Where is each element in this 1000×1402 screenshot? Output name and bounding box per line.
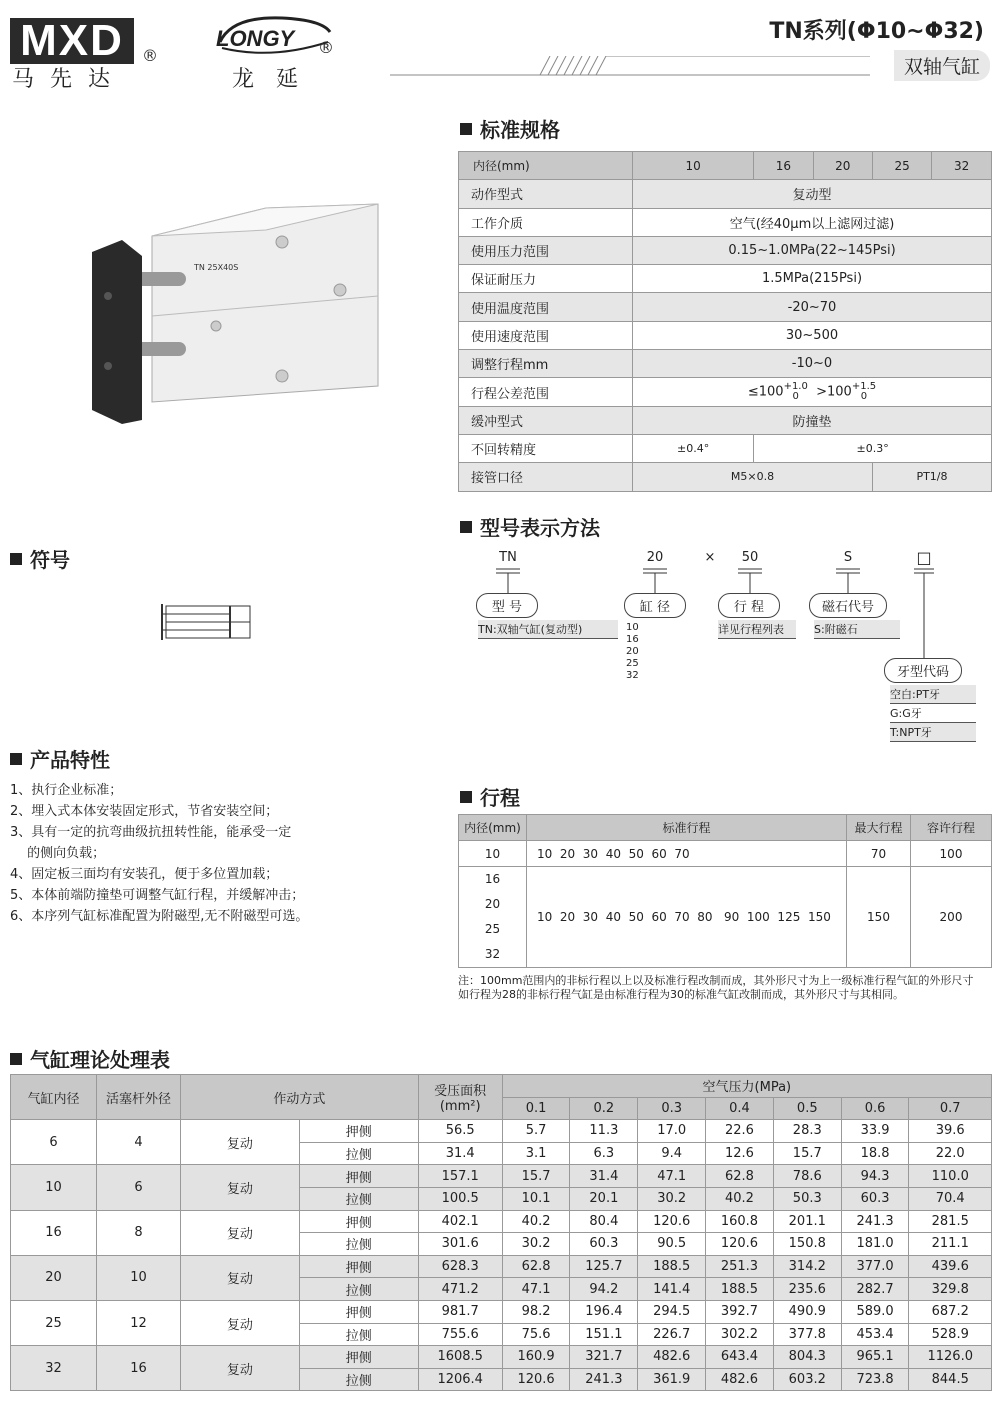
- theory-row: 32 16 复动 押侧 1608.5 160.9 321.7 482.6 643.4 804.3 965.1 1126.0: [11, 1346, 992, 1369]
- theory-cell: 211.1: [909, 1233, 992, 1256]
- spec-bore: 10: [633, 152, 754, 180]
- theory-row: 20 10 复动 押侧 628.3 62.8 125.7 188.5 251.3 314.2 377.0 439.6: [11, 1255, 992, 1278]
- theory-cell: 251.3: [706, 1255, 774, 1278]
- theory-row: 拉侧 31.4 3.1 6.3 9.4 12.6 15.7 18.8 22.0: [11, 1142, 992, 1165]
- pressure-header: 0.4: [706, 1097, 774, 1120]
- theory-cell: 302.2: [706, 1323, 774, 1346]
- theory-cell: 9.4: [638, 1142, 706, 1165]
- model-code-times: ×: [704, 550, 716, 565]
- theory-row: 拉侧 301.6 30.2 60.3 90.5 120.6 150.8 181.0 211.1: [11, 1233, 992, 1256]
- theory-cell: 40.2: [502, 1210, 570, 1233]
- theory-row: 拉侧 100.5 10.1 20.1 30.2 40.2 50.3 60.3 70.4: [11, 1187, 992, 1210]
- stroke-tolerance: ≤100 +1.0 0 >100 +1.5 0: [633, 378, 992, 406]
- theory-cell: 90.5: [638, 1233, 706, 1256]
- theory-cell: 392.7: [706, 1300, 774, 1323]
- symbol-section-title: 符号: [10, 544, 70, 573]
- theory-cell: 47.1: [638, 1165, 706, 1188]
- model-code-bore: 20: [646, 550, 664, 565]
- theory-cell: 70.4: [909, 1187, 992, 1210]
- reg-mark-2: ®: [318, 38, 334, 57]
- theory-cell: 643.4: [706, 1346, 774, 1369]
- model-code-stroke: 50: [741, 550, 759, 565]
- model-section-title: 型号表示方法: [460, 512, 600, 541]
- magnet-desc: S:附磁石: [814, 620, 900, 639]
- pressure-header: 0.1: [502, 1097, 570, 1120]
- theory-cell: 377.0: [841, 1255, 909, 1278]
- spec-bore: 20: [813, 152, 872, 180]
- theory-cell: 60.3: [570, 1233, 638, 1256]
- stroke-header: 标准行程: [527, 815, 847, 841]
- theory-cell: 3.1: [502, 1142, 570, 1165]
- model-code-s: S: [843, 550, 853, 565]
- theory-cell: 47.1: [502, 1278, 570, 1301]
- theory-cell: 482.6: [638, 1346, 706, 1369]
- theory-cell: 62.8: [502, 1255, 570, 1278]
- theory-cell: 11.3: [570, 1120, 638, 1143]
- theory-cell: 482.6: [706, 1368, 774, 1391]
- theory-cell: 18.8: [841, 1142, 909, 1165]
- thread-connector: [920, 594, 930, 660]
- theory-cell: 329.8: [909, 1278, 992, 1301]
- spec-row: 使用速度范围 30~500: [459, 321, 992, 349]
- stroke-header: 容许行程: [911, 815, 992, 841]
- svg-text:TN 25X40S: TN 25X40S: [194, 263, 239, 272]
- theory-cell: 31.4: [418, 1142, 502, 1165]
- theory-cell: 110.0: [909, 1165, 992, 1188]
- stroke-desc: 详见行程列表: [718, 620, 796, 639]
- theory-row: 25 12 复动 押侧 981.7 98.2 196.4 294.5 392.7 490.9 589.0 687.2: [11, 1300, 992, 1323]
- theory-cell: 15.7: [502, 1165, 570, 1188]
- theory-cell: 314.2: [773, 1255, 841, 1278]
- spec-bore: 32: [932, 152, 992, 180]
- theory-cell: 62.8: [706, 1165, 774, 1188]
- theory-cell: 75.6: [502, 1323, 570, 1346]
- stroke-header: 内径(mm): [459, 815, 527, 841]
- features-section-title: 产品特性: [10, 744, 110, 773]
- pressure-header: 0.6: [841, 1097, 909, 1120]
- theory-cell: 150.8: [773, 1233, 841, 1256]
- theory-cell: 628.3: [418, 1255, 502, 1278]
- theory-cell: 22.6: [706, 1120, 774, 1143]
- theory-cell: 226.7: [638, 1323, 706, 1346]
- pill-magnet: 磁石代号: [809, 593, 887, 618]
- theory-cell: 39.6: [909, 1120, 992, 1143]
- model-connectors: [470, 565, 990, 595]
- spec-row: 不回转精度 ±0.4° ±0.3°: [459, 434, 992, 462]
- theory-cell: 453.4: [841, 1323, 909, 1346]
- theory-cell: 377.8: [773, 1323, 841, 1346]
- theory-row: 拉侧 755.6 75.6 151.1 226.7 302.2 377.8 453.4 528.9: [11, 1323, 992, 1346]
- spec-bore: 25: [872, 152, 931, 180]
- features-list: [10, 780, 308, 927]
- model-code-tn: TN: [499, 550, 517, 565]
- pill-bore: 缸 径: [624, 593, 686, 618]
- spec-row: 工作介质 空气(经40μm以上滤网过滤): [459, 208, 992, 236]
- spec-row: 动作型式 复动型: [459, 180, 992, 208]
- longy-logo-text: LONGY: [216, 26, 295, 51]
- theory-cell: 125.7: [570, 1255, 638, 1278]
- theory-cell: 844.5: [909, 1368, 992, 1391]
- pill-thread: 牙型代码: [884, 658, 962, 683]
- stroke-header: 最大行程: [847, 815, 911, 841]
- stroke-note: 注：100mm范围内的非标行程以上以及标准行程改制而成，其外形尺寸为上一级标准行程气缸的外形尺寸如行程为28的非标行程气缸是由标准行程为30的标准气缸改制而成，其外形尺寸与其相同。: [458, 974, 974, 1001]
- theory-cell: 981.7: [418, 1300, 502, 1323]
- theory-cell: 40.2: [706, 1187, 774, 1210]
- theory-row: 拉侧 471.2 47.1 94.2 141.4 188.5 235.6 282.7 329.8: [11, 1278, 992, 1301]
- theory-cell: 1126.0: [909, 1346, 992, 1369]
- theory-cell: 188.5: [638, 1255, 706, 1278]
- theory-cell: 100.5: [418, 1187, 502, 1210]
- theory-cell: 141.4: [638, 1278, 706, 1301]
- feature-item: 5、本体前端防撞垫可调整气缸行程，并缓解冲击；: [10, 888, 305, 903]
- theory-cell: 965.1: [841, 1346, 909, 1369]
- theory-row: 16 8 复动 押侧 402.1 40.2 80.4 120.6 160.8 201.1 241.3 281.5: [11, 1210, 992, 1233]
- theory-cell: 98.2: [502, 1300, 570, 1323]
- header-divider: [390, 56, 870, 76]
- theory-cell: 20.1: [570, 1187, 638, 1210]
- theory-cell: 723.8: [841, 1368, 909, 1391]
- theory-cell: 120.6: [638, 1210, 706, 1233]
- cylinder-symbol-icon: [160, 602, 256, 642]
- pressure-header: 0.7: [909, 1097, 992, 1120]
- spec-header-row: [459, 152, 992, 180]
- theory-cell: 80.4: [570, 1210, 638, 1233]
- pressure-header: 0.2: [570, 1097, 638, 1120]
- theory-cell: 160.9: [502, 1346, 570, 1369]
- theory-cell: 1206.4: [418, 1368, 502, 1391]
- theory-cell: 157.1: [418, 1165, 502, 1188]
- theory-cell: 196.4: [570, 1300, 638, 1323]
- pill-stroke: 行 程: [718, 593, 780, 618]
- theory-cell: 188.5: [706, 1278, 774, 1301]
- theory-cell: 402.1: [418, 1210, 502, 1233]
- theory-cell: 94.2: [570, 1278, 638, 1301]
- feature-item: 3、具有一定的抗弯曲级抗扭转性能，能承受一定: [10, 825, 292, 840]
- theory-cell: 10.1: [502, 1187, 570, 1210]
- stroke-section-title: 行程: [460, 782, 520, 811]
- theory-cell: 28.3: [773, 1120, 841, 1143]
- theory-cell: 282.7: [841, 1278, 909, 1301]
- theory-cell: 30.2: [502, 1233, 570, 1256]
- spec-row: 使用温度范围 -20~70: [459, 293, 992, 321]
- theory-cell: 603.2: [773, 1368, 841, 1391]
- reg-mark: ®: [142, 46, 158, 65]
- spec-row: 使用压力范围 0.15~1.0MPa(22~145Psi): [459, 236, 992, 264]
- spec-bore: 16: [754, 152, 813, 180]
- feature-item: 1、执行企业标准；: [10, 783, 123, 798]
- spec-row: 接管口径 M5×0.8 PT1/8: [459, 463, 992, 491]
- theory-cell: 241.3: [570, 1368, 638, 1391]
- spec-row: 保证耐压力 1.5MPa(215Psi): [459, 265, 992, 293]
- feature-item: 6、本序列气缸标准配置为附磁型,无不附磁型可选。: [10, 909, 309, 924]
- theory-cell: 1608.5: [418, 1346, 502, 1369]
- theory-cell: 687.2: [909, 1300, 992, 1323]
- theory-cell: 33.9: [841, 1120, 909, 1143]
- thread-list: 空白:PT牙 G:G牙 T:NPT牙: [890, 685, 976, 742]
- feature-item: 的侧向负载；: [10, 846, 106, 861]
- spec-row: 缓冲型式 防撞垫: [459, 406, 992, 434]
- theory-cell: 281.5: [909, 1210, 992, 1233]
- product-name: 双轴气缸: [894, 50, 990, 81]
- theory-cell: 60.3: [841, 1187, 909, 1210]
- theory-cell: 94.3: [841, 1165, 909, 1188]
- theory-cell: 17.0: [638, 1120, 706, 1143]
- theory-cell: 160.8: [706, 1210, 774, 1233]
- theory-cell: 151.1: [570, 1323, 638, 1346]
- bore-list: 10 16 20 25 32: [626, 622, 639, 681]
- theory-cell: 361.9: [638, 1368, 706, 1391]
- theory-cell: 15.7: [773, 1142, 841, 1165]
- model-code-thread: □: [916, 548, 932, 567]
- type-desc: TN:双轴气缸(复动型): [478, 620, 618, 639]
- theory-table: 气缸内径 活塞杆外径 作动方式 受压面积 (mm²) 空气压力(MPa) 0.1 0.2 0.3 0.4 0.5 0.6 0.7 6 4 复动 押侧 56.5 5.7 11.3 17.0 22.6 28.3 33.9 39.6 拉侧 31.4 3.1 6.3 9.4 12.6 15.7 18.8 22.0 10 6 复动 押侧 157.1 15.7 31.4 47.1 62.8 78.6 94.3 110.0 拉侧 100.5 10.1 20.1 30.2 40.2 50.3 60.3 70.4 16 8 复动 押侧 402.1 40.2 80.4 120.6 160.8 201.1 241.3 281.5 拉侧 301.6 30.2 60.3 90.5 120.6 150.8 181.0 211.1 20 10 复动 押侧 628.3 62.8 125.7 188.5 251.3 314.2 377.0 439.6 拉侧 471.2 47.1 94.2 141.4 188.5 235.6 282.7 329.8 25 12 复动 押侧 981.7 98.2 196.4 294.5 392.7 490.9 589.0 687.2 拉侧 755.6 75.6 151.1 226.7 302.2 377.8 453.4 528.9 32 16 复动 押侧 1608.5 160.9 321.7 482.6 643.4 804.3 965.1 1126.0 拉侧 1206.4 120.6 241.3 361.9 482.6 603.2 723.8 844.5: [10, 1074, 992, 1391]
- theory-cell: 5.7: [502, 1120, 570, 1143]
- theory-cell: 235.6: [773, 1278, 841, 1301]
- longy-cn-name: 龙延: [232, 67, 321, 92]
- theory-cell: 30.2: [638, 1187, 706, 1210]
- theory-cell: 50.3: [773, 1187, 841, 1210]
- theory-row: 拉侧 1206.4 120.6 241.3 361.9 482.6 603.2 723.8 844.5: [11, 1368, 992, 1391]
- theory-cell: 6.3: [570, 1142, 638, 1165]
- stroke-table: 内径(mm) 标准行程 最大行程 容许行程 10 10 20 30 40 50 60 70 70 100 16 20 25 32 10 20 30 40 50 60 70 80 90 100 125 150 150 200: [458, 814, 992, 968]
- theory-cell: 804.3: [773, 1346, 841, 1369]
- theory-cell: 56.5: [418, 1120, 502, 1143]
- theory-cell: 31.4: [570, 1165, 638, 1188]
- spec-row: 行程公差范围 ≤100 +1.0 0 >100 +1.5 0: [459, 378, 992, 406]
- theory-cell: 78.6: [773, 1165, 841, 1188]
- pill-type: 型 号: [476, 593, 538, 618]
- theory-cell: 241.3: [841, 1210, 909, 1233]
- theory-cell: 201.1: [773, 1210, 841, 1233]
- spec-section-title: 标准规格: [460, 114, 560, 143]
- theory-cell: 22.0: [909, 1142, 992, 1165]
- feature-item: 4、固定板三面均有安装孔，便于多位置加载；: [10, 867, 279, 882]
- theory-row: 6 4 复动 押侧 56.5 5.7 11.3 17.0 22.6 28.3 33.9 39.6: [11, 1120, 992, 1143]
- series-title: TN系列(Φ10~Φ32): [769, 19, 984, 44]
- theory-cell: 439.6: [909, 1255, 992, 1278]
- feature-item: 2、埋入式本体安装固定形式，节省安装空间；: [10, 804, 279, 819]
- theory-cell: 120.6: [502, 1368, 570, 1391]
- theory-cell: 301.6: [418, 1233, 502, 1256]
- theory-cell: 755.6: [418, 1323, 502, 1346]
- theory-row: 10 6 复动 押侧 157.1 15.7 31.4 47.1 62.8 78.6 94.3 110.0: [11, 1165, 992, 1188]
- theory-cell: 12.6: [706, 1142, 774, 1165]
- theory-cell: 120.6: [706, 1233, 774, 1256]
- mxd-cn-name: 马先达: [12, 67, 127, 92]
- pressure-header: 0.3: [638, 1097, 706, 1120]
- theory-cell: 181.0: [841, 1233, 909, 1256]
- spec-row: 调整行程mm -10~0: [459, 350, 992, 378]
- pressure-header: 0.5: [773, 1097, 841, 1120]
- theory-cell: 490.9: [773, 1300, 841, 1323]
- mxd-logo: MXD: [10, 18, 134, 64]
- cylinder-photo: [86, 196, 386, 432]
- spec-table: [458, 151, 992, 492]
- theory-section-title: 气缸理论处理表: [10, 1044, 170, 1073]
- theory-cell: 294.5: [638, 1300, 706, 1323]
- theory-cell: 471.2: [418, 1278, 502, 1301]
- spec-header-label: 内径(mm): [459, 152, 633, 180]
- theory-cell: 528.9: [909, 1323, 992, 1346]
- theory-cell: 321.7: [570, 1346, 638, 1369]
- theory-cell: 589.0: [841, 1300, 909, 1323]
